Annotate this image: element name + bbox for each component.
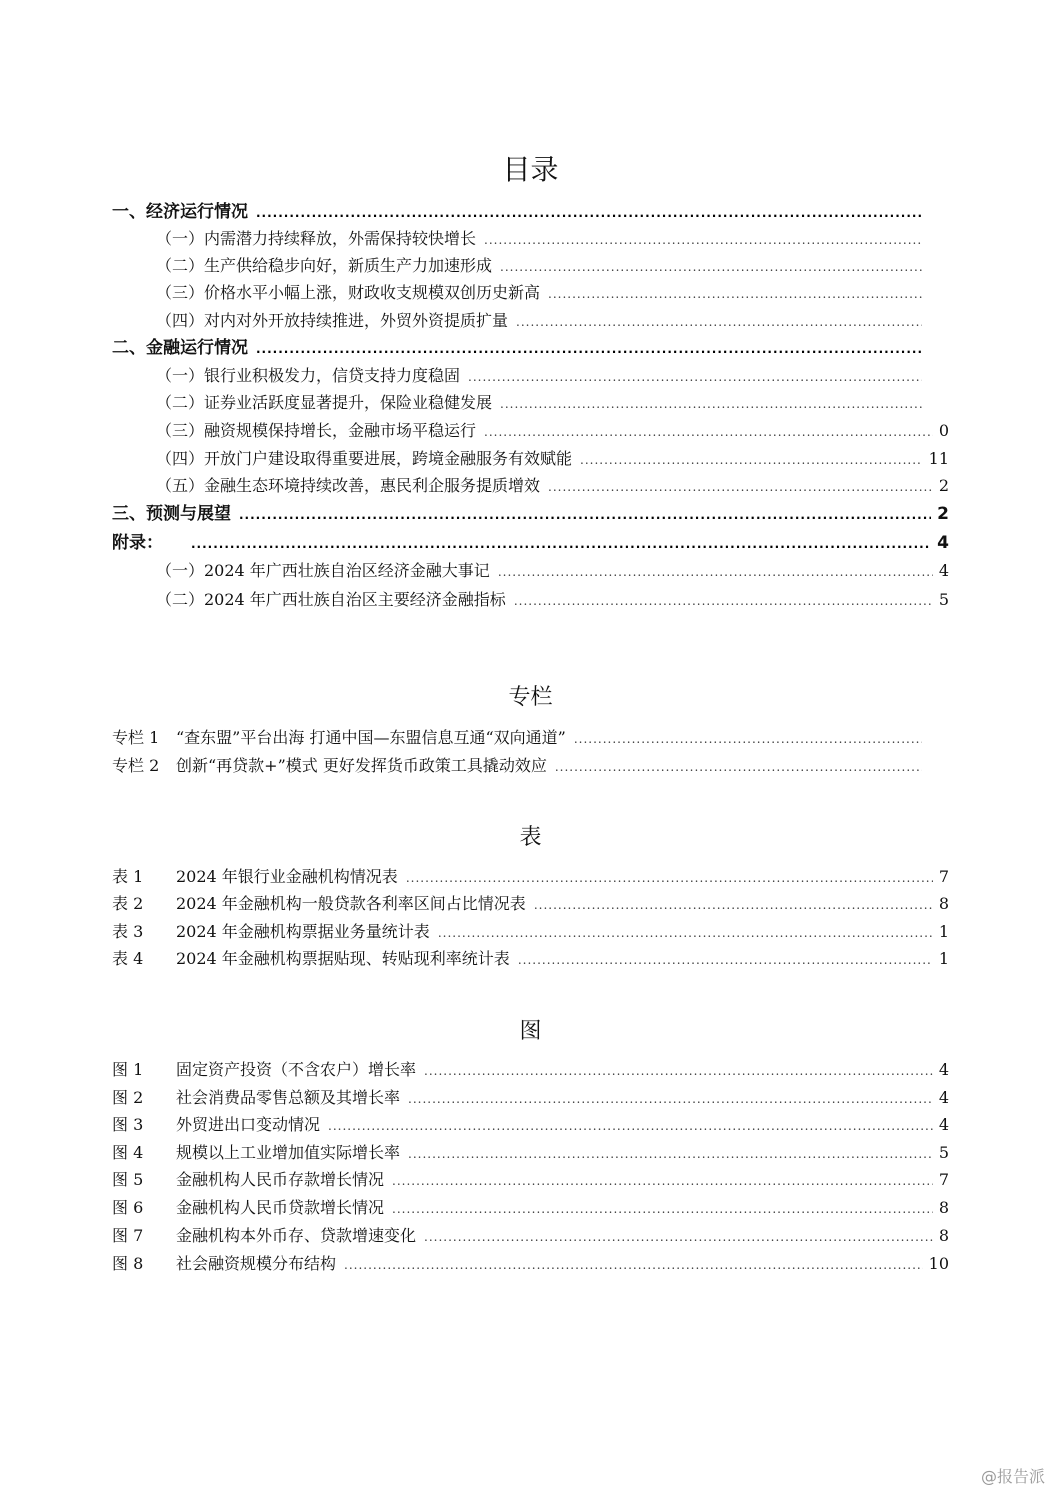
figure-entry-page: 8 <box>938 1226 949 1245</box>
figure-entry-number: 图 2 <box>112 1088 144 1107</box>
column-entry-label: “查东盟”平台出海 打通中国—东盟信息互通“双向通道” <box>176 728 566 747</box>
figure-entry-label: 固定资产投资（不含农户）增长率 <box>176 1060 417 1079</box>
dot-leader <box>534 894 933 916</box>
figure-entry[interactable] <box>112 1253 949 1275</box>
toc-entry[interactable] <box>112 532 949 554</box>
table-entry-number: 表 1 <box>112 867 144 886</box>
toc-entry-page: 5 <box>938 590 949 609</box>
table-entry-page: 1 <box>938 922 949 941</box>
toc-entry[interactable] <box>156 420 949 442</box>
column-entry-number: 专栏 1 <box>112 728 160 747</box>
toc-entry-label: （三）价格水平小幅上涨，财政收支规模双创历史新高 <box>156 283 541 302</box>
figure-entry-number: 图 1 <box>112 1060 144 1079</box>
figure-entry-page: 4 <box>938 1060 949 1079</box>
table-entry-label: 2024 年金融机构票据贴现、转贴现利率统计表 <box>176 949 510 968</box>
figure-entry[interactable] <box>112 1169 949 1191</box>
figure-entry[interactable] <box>112 1087 949 1109</box>
table-entry[interactable] <box>112 921 949 943</box>
toc-entry-label: （一）2024 年广西壮族自治区经济金融大事记 <box>156 561 490 580</box>
toc-entry-page: 2 <box>938 476 949 495</box>
columns-title: 专栏 <box>508 685 553 710</box>
toc-entry-label: （四）对内对外开放持续推进，外贸外资提质扩量 <box>156 311 509 330</box>
column-entry[interactable] <box>112 727 938 749</box>
dot-leader <box>574 728 922 750</box>
figure-entry-number: 图 5 <box>112 1170 144 1189</box>
figure-entry-label: 金融机构人民币存款增长情况 <box>176 1170 385 1189</box>
figure-entry[interactable] <box>112 1059 949 1081</box>
toc-entry[interactable] <box>156 282 938 304</box>
toc-entry[interactable] <box>156 475 949 497</box>
table-entry-page: 7 <box>938 867 949 886</box>
figure-entry-number: 图 3 <box>112 1115 144 1134</box>
dot-leader <box>555 756 922 778</box>
dot-leader <box>406 867 933 889</box>
dot-leader <box>344 1254 923 1276</box>
toc-entry[interactable] <box>156 255 938 277</box>
figure-entry-page: 4 <box>938 1115 949 1134</box>
toc-entry-label: （一）内需潜力持续释放，外需保持较快增长 <box>156 229 477 248</box>
toc-entry-label: （一）银行业积极发力，信贷支持力度稳固 <box>156 366 461 385</box>
column-entry-label: 创新“再贷款+”模式 更好发挥货币政策工具撬动效应 <box>176 756 547 775</box>
column-entry[interactable] <box>112 755 938 777</box>
column-entry-number: 专栏 2 <box>112 756 160 775</box>
table-entry-page: 8 <box>938 894 949 913</box>
figure-entry-page: 8 <box>938 1198 949 1217</box>
toc-entry[interactable] <box>156 365 938 387</box>
dot-leader <box>256 338 922 360</box>
table-entry-label: 2024 年金融机构一般贷款各利率区间占比情况表 <box>176 894 526 913</box>
dot-leader <box>392 1198 933 1220</box>
figure-entry[interactable] <box>112 1225 949 1247</box>
table-entry-page: 1 <box>938 949 949 968</box>
figure-entry-number: 图 8 <box>112 1254 144 1273</box>
toc-entry-page: 0 <box>938 421 949 440</box>
toc-entry-label: 附录： <box>112 533 163 553</box>
dot-leader <box>424 1226 933 1248</box>
dot-leader <box>424 1060 933 1082</box>
dot-leader <box>408 1088 933 1110</box>
toc-entry-page: 11 <box>928 449 949 468</box>
toc-entry-label: （二）证券业活跃度显著提升，保险业稳健发展 <box>156 393 493 412</box>
figures-title: 图 <box>519 1019 542 1044</box>
toc-entry-label: （二）生产供给稳步向好，新质生产力加速形成 <box>156 256 493 275</box>
dot-leader <box>191 533 931 555</box>
dot-leader <box>500 256 922 278</box>
watermark: @报告派 <box>980 1467 1045 1486</box>
figure-entry-number: 图 6 <box>112 1198 144 1217</box>
figure-entry[interactable] <box>112 1197 949 1219</box>
toc-entry[interactable] <box>112 201 938 223</box>
toc-entry-page: 2 <box>937 504 949 524</box>
table-entry[interactable] <box>112 948 949 970</box>
table-entry-number: 表 3 <box>112 922 144 941</box>
table-entry[interactable] <box>112 866 949 888</box>
dot-leader <box>484 229 922 251</box>
figure-entry-label: 社会融资规模分布结构 <box>176 1254 337 1273</box>
toc-entry-label: （五）金融生态环境持续改善，惠民利企服务提质增效 <box>156 476 541 495</box>
toc-title: 目录 <box>502 153 559 186</box>
toc-entry-label: 三、预测与展望 <box>112 504 231 524</box>
toc-entry[interactable] <box>156 589 949 611</box>
figure-entry-number: 图 4 <box>112 1143 144 1162</box>
dot-leader <box>239 504 931 526</box>
figure-entry-page: 4 <box>938 1088 949 1107</box>
figure-entry-number: 图 7 <box>112 1226 144 1245</box>
dot-leader <box>516 311 922 333</box>
figure-entry-label: 外贸进出口变动情况 <box>176 1115 321 1134</box>
tables-title: 表 <box>519 825 542 850</box>
dot-leader <box>500 393 922 415</box>
toc-entry[interactable] <box>156 310 938 332</box>
figure-entry[interactable] <box>112 1114 949 1136</box>
figure-entry-label: 金融机构本外币存、贷款增速变化 <box>176 1226 417 1245</box>
table-entry-number: 表 2 <box>112 894 144 913</box>
table-entry-label: 2024 年银行业金融机构情况表 <box>176 867 398 886</box>
toc-entry-label: （二）2024 年广西壮族自治区主要经济金融指标 <box>156 590 506 609</box>
dot-leader <box>484 421 933 443</box>
dot-leader <box>518 949 933 971</box>
toc-entry[interactable] <box>112 503 949 525</box>
toc-entry-label: （四）开放门户建设取得重要进展，跨境金融服务有效赋能 <box>156 449 573 468</box>
toc-entry-label: 二、金融运行情况 <box>112 338 248 358</box>
dot-leader <box>438 922 933 944</box>
dot-leader <box>580 449 923 471</box>
figure-entry[interactable] <box>112 1142 949 1164</box>
dot-leader <box>548 283 922 305</box>
figure-entry-label: 规模以上工业增加值实际增长率 <box>176 1143 401 1162</box>
figure-entry-page: 5 <box>938 1143 949 1162</box>
dot-leader <box>514 590 933 612</box>
toc-entry[interactable] <box>156 448 949 470</box>
figure-entry-page: 10 <box>928 1254 949 1273</box>
table-entry-number: 表 4 <box>112 949 144 968</box>
figure-entry-page: 7 <box>938 1170 949 1189</box>
toc-entry-page: 4 <box>937 533 949 553</box>
toc-entry[interactable] <box>156 560 949 582</box>
toc-entry[interactable] <box>156 392 938 414</box>
toc-entry[interactable] <box>156 228 938 250</box>
dot-leader <box>392 1170 933 1192</box>
figure-entry-label: 金融机构人民币贷款增长情况 <box>176 1198 385 1217</box>
figure-entry-label: 社会消费品零售总额及其增长率 <box>176 1088 401 1107</box>
toc-entry[interactable] <box>112 337 938 359</box>
toc-entry-label: （三）融资规模保持增长，金融市场平稳运行 <box>156 421 477 440</box>
toc-entry-page: 4 <box>938 561 949 580</box>
dot-leader <box>408 1143 933 1165</box>
table-entry[interactable] <box>112 893 949 915</box>
dot-leader <box>498 561 933 583</box>
dot-leader <box>548 476 933 498</box>
table-entry-label: 2024 年金融机构票据业务量统计表 <box>176 922 430 941</box>
dot-leader <box>256 202 922 224</box>
dot-leader <box>328 1115 933 1137</box>
toc-entry-label: 一、经济运行情况 <box>112 202 248 222</box>
dot-leader <box>468 366 922 388</box>
